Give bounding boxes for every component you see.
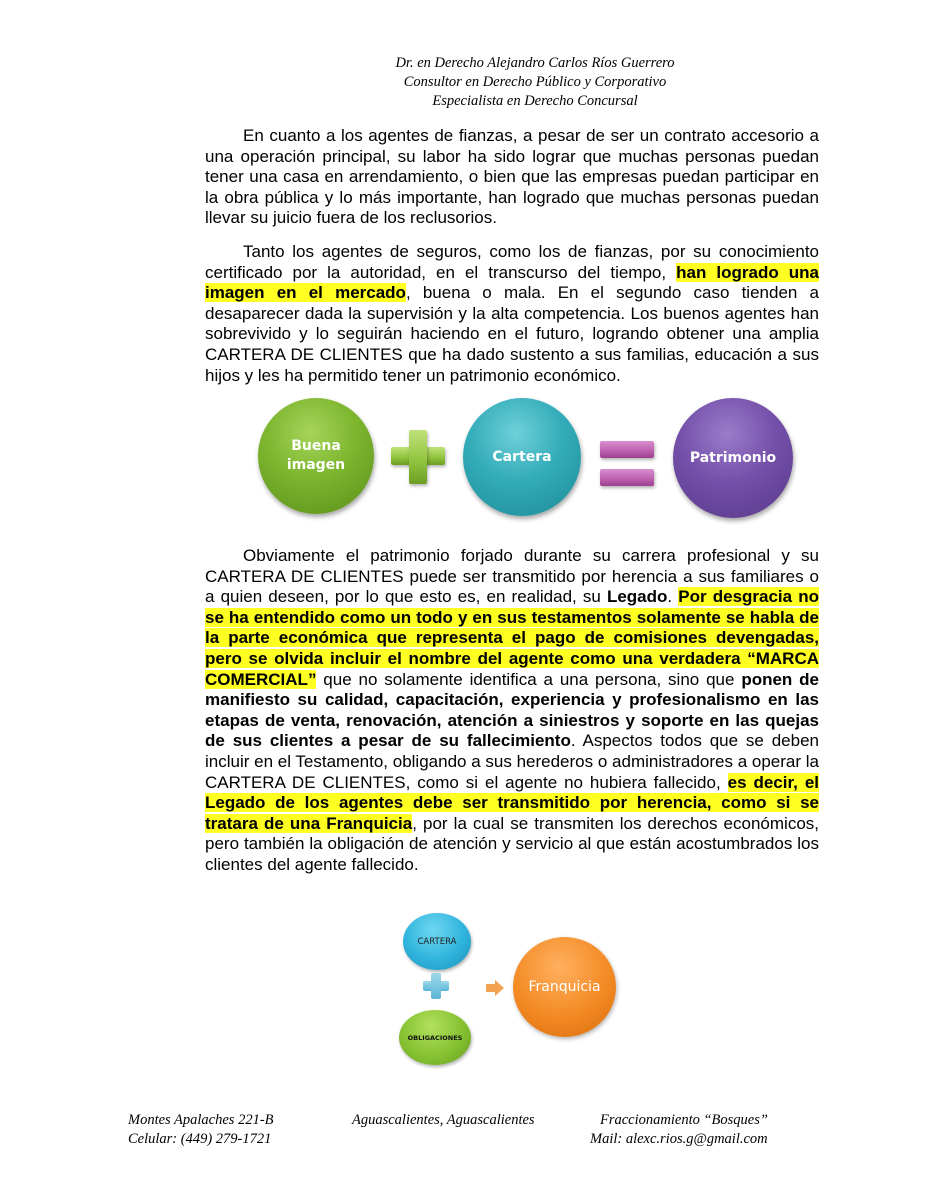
footer-neighborhood: Fraccionamiento “Bosques” <box>600 1112 768 1128</box>
footer-mail: Mail: alexc.rios.g@gmail.com <box>590 1131 768 1147</box>
header-author: Dr. en Derecho Alejandro Carlos Ríos Guerrero <box>395 55 675 71</box>
equals-icon-top <box>600 441 654 458</box>
cartera-label: Cartera <box>492 449 552 465</box>
paragraph-2-part2: , buena o mala. En el segundo caso tienden a desaparecer dada la supervisión y la alta competencia. Los buenos agentes han sobrevivido y lo seguirán haciendo en el futuro, logrando obtener una amplia CARTERA DE CLIENTES que ha dado sustento a sus familias, educación a sus hijos y les ha permitido tener un patrimonio económico. <box>205 283 819 385</box>
highlight-franquicia: es decir, el Legado de los agentes debe ser transmitido por herencia, como si se tratara de una Franquicia <box>205 772 820 833</box>
paragraph-2 <box>205 242 819 386</box>
patrimonio-circle <box>673 398 793 518</box>
cartera-circle <box>463 398 581 516</box>
footer-address: Montes Apalaches 221-B <box>128 1112 274 1128</box>
paragraph-3 <box>205 546 819 876</box>
franquicia-label: Franquicia <box>528 979 601 995</box>
plus-icon-vertical <box>409 430 427 484</box>
buena-imagen-circle <box>258 398 374 514</box>
paragraph-3-part4: . Aspectos todos que se deben incluir en el Testamento, obligando a sus herederos o administradores a operar la CARTERA DE CLIENTES, como si el agente no hubiera fallecido, <box>205 731 819 792</box>
highlight-imagen: han logrado una imagen en el mercado <box>205 262 819 303</box>
obligaciones-label: OBLIGACIONES <box>407 1033 463 1042</box>
paragraph-3-part1: Obviamente el patrimonio forjado durante su carrera profesional y su CARTERA DE CLIENTES puede ser transmitido por herencia a sus familiares o a quien deseen, por lo que esto es, en realidad, su <box>205 546 819 607</box>
cartera-small-circle <box>403 913 471 970</box>
arrow-right-icon <box>486 980 504 996</box>
small-plus-icon-vertical <box>431 973 441 999</box>
patrimonio-label: Patrimonio <box>689 450 777 466</box>
footer-city: Aguascalientes, Aguascalientes <box>352 1112 535 1128</box>
highlight-desgracia: Por desgracia no se ha entendido como un todo y en sus testamentos solamente se habla de la parte económica que representa el pago de comisiones devengadas, pero se olvida incluir el nombre del agente como una verdadera “MARCA COMERCIAL” <box>205 587 819 689</box>
paragraph-2-text <box>205 242 819 386</box>
paragraph-3-part3: que no solamente identifica a una persona, sino que <box>316 669 742 689</box>
cartera-small-label: CARTERA <box>417 936 457 947</box>
page-header <box>205 54 865 111</box>
legado-bold: Legado <box>606 587 668 607</box>
obligaciones-circle <box>399 1010 471 1065</box>
paragraph-1 <box>205 126 819 229</box>
paragraph-1-text: En cuanto a los agentes de fianzas, a pesar de ser un contrato accesorio a una operación principal, su labor ha sido lograr que muchas personas puedan tener una casa en arrendamiento, o bien que las empresas puedan participar en la obra pública y lo más importante, han logrado que muchas personas puedan llevar su juicio fuera de los reclusorios. <box>205 126 819 228</box>
footer-phone: Celular: (449) 279-1721 <box>128 1131 272 1147</box>
header-title: Consultor en Derecho Público y Corporativo <box>403 74 667 90</box>
franquicia-circle <box>513 937 616 1037</box>
paragraph-3-part2: . <box>667 587 679 607</box>
buena-imagen-label: Buena imagen <box>286 438 346 473</box>
paragraph-2-part1: Tanto los agentes de seguros, como los de fianzas, por su conocimiento certificado por la autoridad, en el transcurso del tiempo, <box>205 242 819 282</box>
header-specialty: Especialista en Derecho Concursal <box>432 93 638 109</box>
equals-icon-bottom <box>600 469 654 486</box>
paragraph-3-text <box>205 546 819 876</box>
bold-manifiesto: ponen de manifiesto su calidad, capacitación, experiencia y profesionalismo en las etapas de venta, renovación, atención a siniestros y soporte en las quejas de sus clientes a pesar de su fallecimiento <box>205 669 819 751</box>
paragraph-3-part5: , por la cual se transmiten los derechos económicos, pero también la obligación de atención y servicio al que están acostumbrados los clientes del agente fallecido. <box>205 813 819 874</box>
